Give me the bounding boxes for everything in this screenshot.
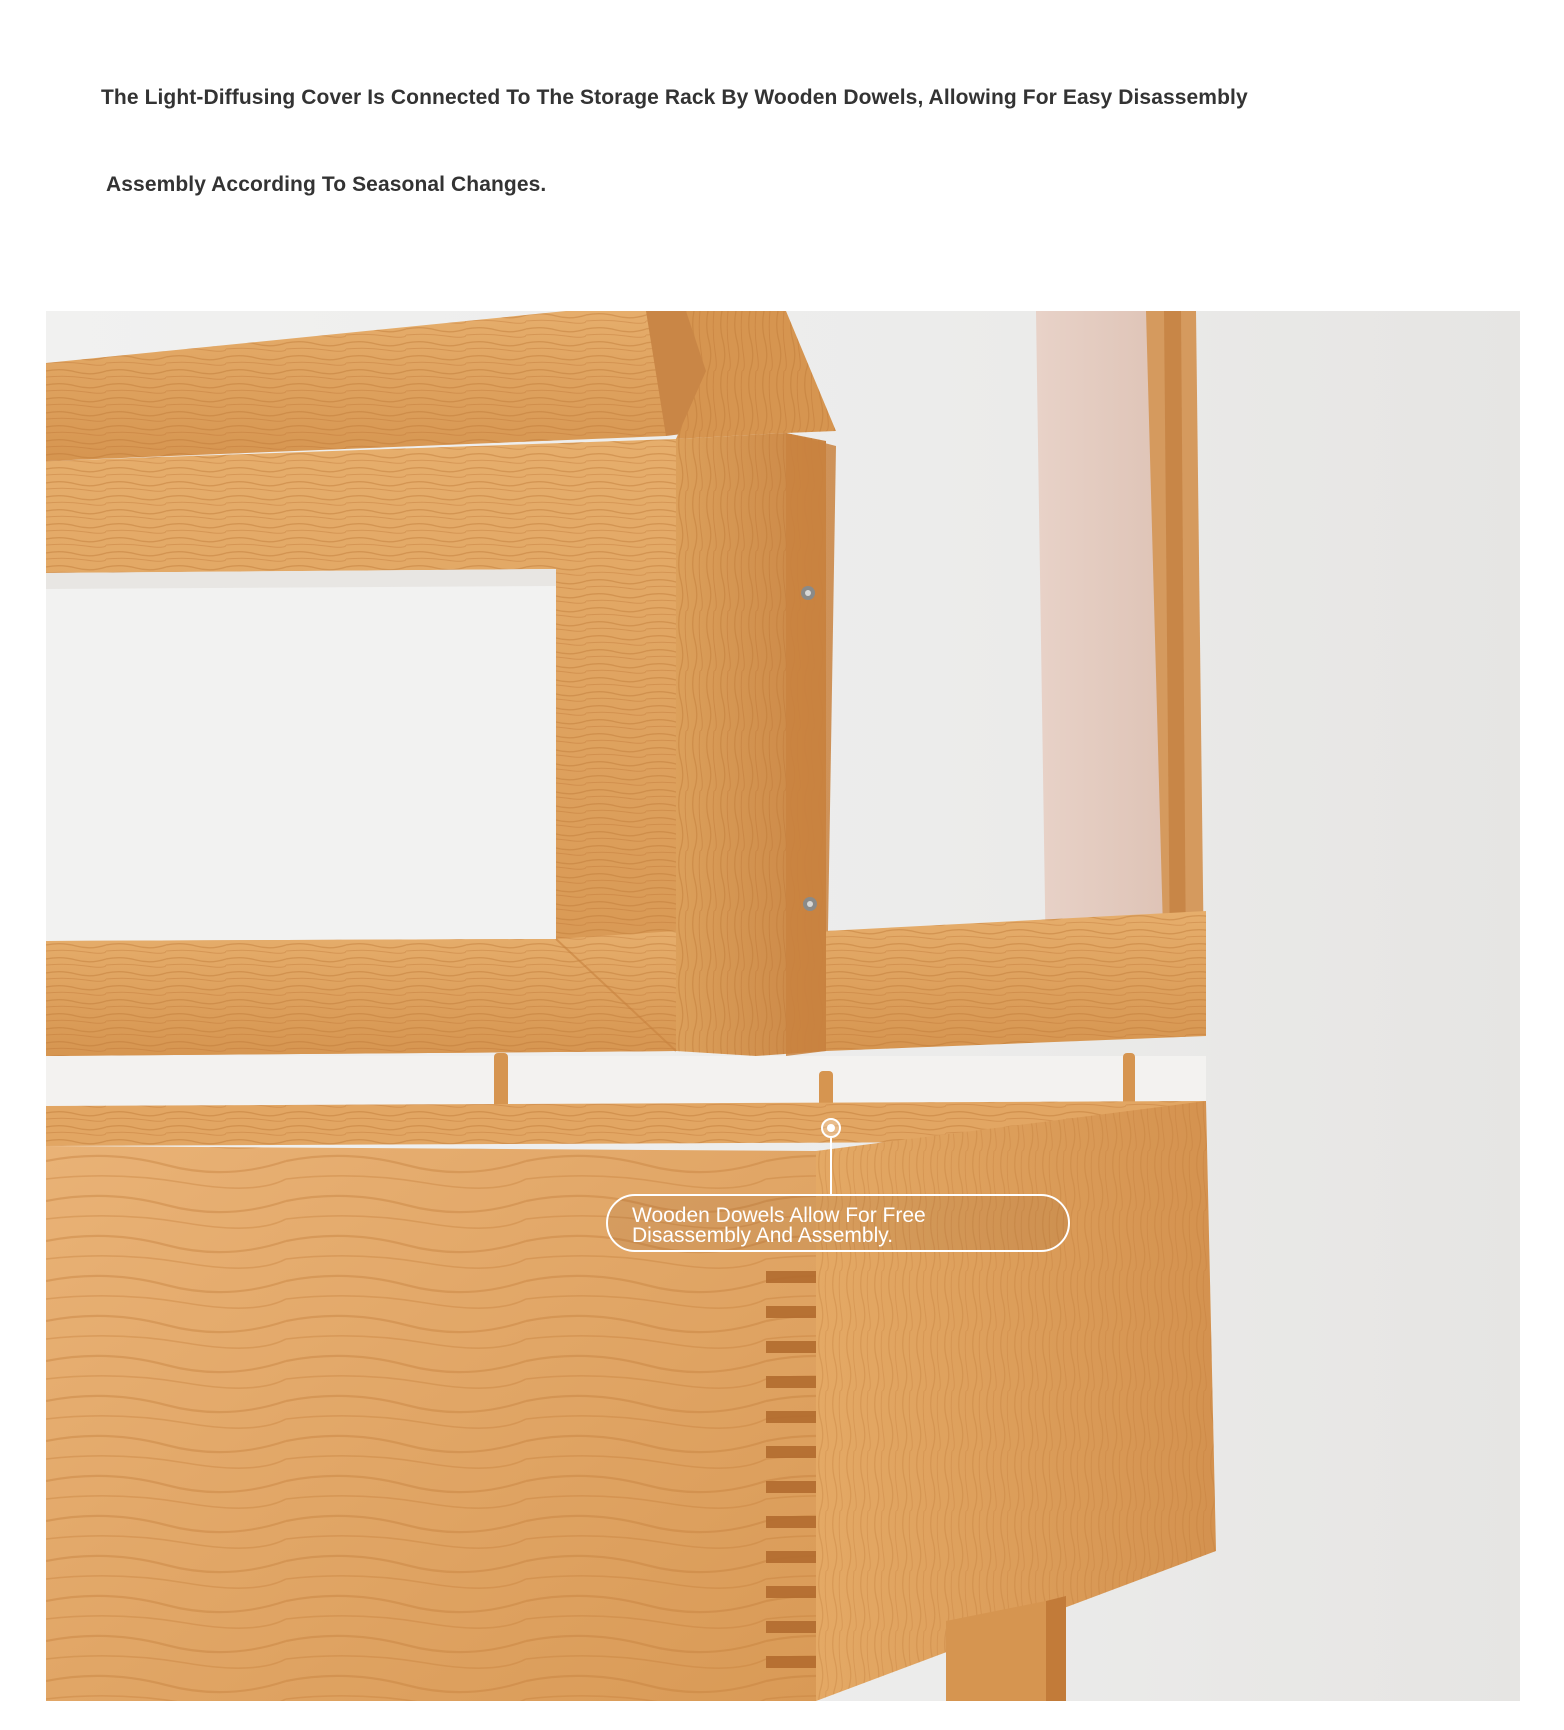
callout-label: [606, 1194, 1070, 1252]
callout-connector-line: [830, 1138, 832, 1194]
callout-text-line-2: Disassembly And Assembly.: [632, 1224, 894, 1247]
product-photo: [46, 311, 1520, 1701]
callout-text-line-1: Wooden Dowels Allow For Free: [632, 1204, 926, 1227]
product-illustration: [46, 311, 1520, 1701]
caption-line-2: Assembly According To Seasonal Changes.: [106, 173, 547, 196]
callout-dot-marker: [821, 1118, 841, 1138]
caption-line-1: The Light-Diffusing Cover Is Connected To The Storage Rack By Wooden Dowels, Allowing For Easy Disassembly: [101, 86, 1248, 109]
callout-text: [632, 1206, 926, 1246]
